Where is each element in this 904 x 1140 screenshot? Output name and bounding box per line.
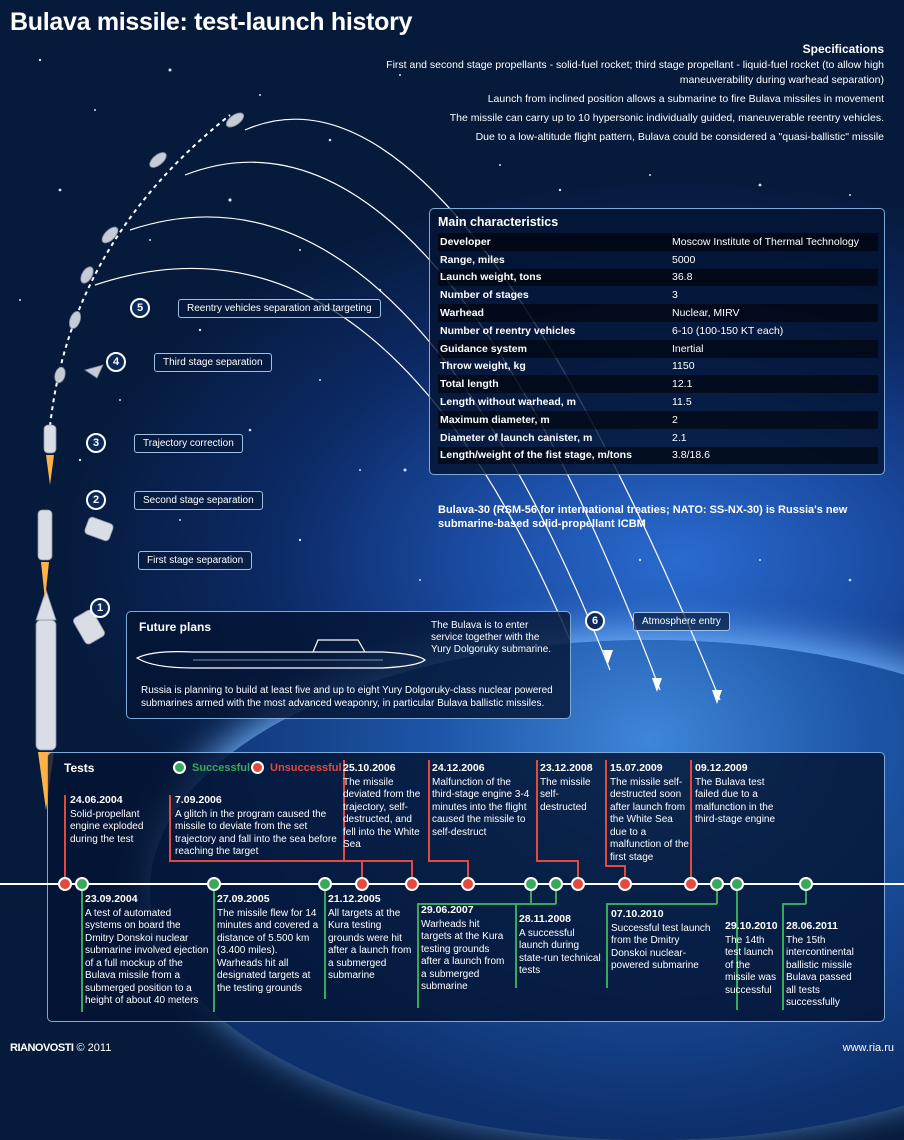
stage-number: 6 bbox=[585, 611, 605, 631]
row-value: 11.5 bbox=[672, 396, 692, 409]
timeline-dot-unsuccessful bbox=[461, 877, 475, 891]
table-row bbox=[438, 393, 878, 411]
connector bbox=[169, 860, 361, 862]
row-value: Moscow Institute of Thermal Technology bbox=[672, 235, 859, 248]
event-date: 29.06.2007 bbox=[421, 904, 474, 916]
timeline-dot-successful bbox=[524, 877, 538, 891]
event-date: 21.12.2005 bbox=[328, 893, 381, 905]
event-text: A glitch in the program caused the missile to deviate from the set trajectory and fall into the sea before reaching the target bbox=[175, 808, 337, 857]
connector bbox=[64, 795, 66, 883]
row-key: Throw weight, kg bbox=[440, 360, 526, 373]
test-event bbox=[695, 762, 780, 827]
connector bbox=[81, 884, 83, 1012]
table-row bbox=[438, 286, 878, 304]
timeline-dot-successful bbox=[549, 877, 563, 891]
row-key: Diameter of launch canister, m bbox=[440, 431, 593, 444]
stage-2 bbox=[86, 490, 263, 510]
connector bbox=[782, 903, 806, 905]
event-date: 28.06.2011 bbox=[786, 920, 838, 932]
stage-6 bbox=[585, 611, 730, 631]
row-key: Range, miles bbox=[440, 253, 505, 266]
table-row bbox=[438, 322, 878, 340]
row-key: Developer bbox=[440, 235, 491, 248]
event-date: 27.09.2005 bbox=[217, 893, 270, 905]
stage-1-label bbox=[138, 551, 252, 570]
event-date: 23.12.2008 bbox=[540, 762, 593, 774]
legend-unsuccessful bbox=[251, 761, 342, 774]
stage-label: Second stage separation bbox=[134, 491, 263, 510]
bulava-note: Bulava-30 (RSM-56 for international treaties; NATO: SS-NX-30) is Russia's new submarine-based solid-propellant ICBM bbox=[438, 504, 848, 530]
event-date: 29.10.2010 bbox=[725, 920, 778, 932]
connector bbox=[213, 884, 215, 1012]
row-value: 2 bbox=[672, 413, 678, 426]
page-title: Bulava missile: test-launch history bbox=[10, 8, 413, 36]
table-row bbox=[438, 429, 878, 447]
table-row bbox=[438, 251, 878, 269]
connector bbox=[690, 760, 692, 883]
row-key: Length without warhead, m bbox=[440, 396, 576, 409]
connector bbox=[428, 760, 430, 860]
submarine-icon bbox=[133, 634, 433, 674]
stage-3 bbox=[86, 433, 243, 453]
test-event bbox=[70, 794, 165, 846]
table-row bbox=[438, 447, 878, 465]
timeline-dot-unsuccessful bbox=[684, 877, 698, 891]
event-date: 07.10.2010 bbox=[611, 908, 664, 920]
specifications-heading: Specifications bbox=[802, 42, 884, 56]
stage-number: 3 bbox=[86, 433, 106, 453]
stage-label: Trajectory correction bbox=[134, 434, 243, 453]
table-row bbox=[438, 340, 878, 358]
connector bbox=[515, 903, 556, 905]
event-date: 23.09.2004 bbox=[85, 893, 138, 905]
row-value: 36.8 bbox=[672, 271, 693, 284]
timeline-dot-successful bbox=[318, 877, 332, 891]
stage-label: First stage separation bbox=[138, 551, 252, 570]
event-text: All targets at the Kura testing grounds were hit after a launch from a submerged submarine bbox=[328, 907, 412, 981]
stage-number: 2 bbox=[86, 490, 106, 510]
footer-url[interactable]: www.ria.ru bbox=[842, 1042, 894, 1054]
timeline-dot-successful bbox=[207, 877, 221, 891]
event-date: 28.11.2008 bbox=[519, 913, 571, 925]
footer-left bbox=[10, 1042, 111, 1054]
stage-number: 1 bbox=[90, 598, 110, 618]
test-event bbox=[540, 762, 602, 814]
future-plans-heading: Future plans bbox=[139, 620, 212, 634]
timeline-dot-successful bbox=[799, 877, 813, 891]
event-text: The missile self-destructed soon after launch from the White Sea due to a malfunction of the first stage bbox=[610, 776, 689, 863]
test-event bbox=[328, 893, 416, 983]
timeline-axis bbox=[0, 883, 904, 885]
stage-number: 4 bbox=[106, 352, 126, 372]
table-row bbox=[438, 375, 878, 393]
future-plans-top-text: The Bulava is to enter service together with the Yury Dolgoruky submarine. bbox=[431, 620, 552, 655]
table-row bbox=[438, 358, 878, 376]
fail-marker-icon bbox=[251, 761, 264, 774]
test-event bbox=[421, 904, 511, 994]
spec-line: Due to a low-altitude flight pattern, Bulava could be considered a "quasi-ballistic" missile bbox=[475, 131, 884, 143]
timeline-dot-unsuccessful bbox=[571, 877, 585, 891]
connector bbox=[606, 903, 717, 905]
event-date: 24.06.2004 bbox=[70, 794, 123, 806]
row-key: Length/weight of the fist stage, m/tons bbox=[440, 449, 632, 462]
row-key: Number of reentry vehicles bbox=[440, 324, 576, 337]
row-value: 12.1 bbox=[672, 378, 693, 391]
legend-successful bbox=[173, 761, 250, 774]
event-text: The missile deviated from the trajectory, self-destructed, and fell into the White Sea bbox=[343, 776, 421, 850]
row-value: Inertial bbox=[672, 342, 704, 355]
stage-number: 5 bbox=[130, 298, 150, 318]
row-key: Maximum diameter, m bbox=[440, 413, 550, 426]
event-date: 15.07.2009 bbox=[610, 762, 663, 774]
test-event bbox=[343, 762, 423, 852]
main-characteristics-heading: Main characteristics bbox=[438, 215, 559, 229]
row-value: 6-10 (100-150 KT each) bbox=[672, 324, 784, 337]
table-row bbox=[438, 304, 878, 322]
event-text: The 15th intercontinental ballistic missile Bulava passed all tests successfully bbox=[786, 934, 854, 1008]
event-text: The 14th test launch of the missile was successful bbox=[725, 934, 777, 996]
test-event bbox=[725, 920, 777, 997]
event-date: 7.09.2006 bbox=[175, 794, 222, 806]
stage-1 bbox=[90, 598, 110, 618]
timeline-dot-unsuccessful bbox=[355, 877, 369, 891]
row-value: 3 bbox=[672, 289, 678, 302]
success-marker-icon bbox=[173, 761, 186, 774]
connector bbox=[605, 760, 607, 865]
row-key: Launch weight, tons bbox=[440, 271, 542, 284]
event-text: A test of automated systems on board the Dmitry Donskoi nuclear submarine involved ejection of a full mockup of the Bulava missile from a submerged position to a height of about 40 meters bbox=[85, 907, 209, 1006]
specifications-panel bbox=[364, 42, 884, 149]
stage-label: Third stage separation bbox=[154, 353, 272, 372]
table-row bbox=[438, 269, 878, 287]
connector bbox=[343, 860, 411, 862]
stage-label: Reentry vehicles separation and targeting bbox=[178, 299, 381, 318]
test-event bbox=[611, 908, 716, 973]
connector bbox=[324, 884, 326, 999]
event-date: 25.10.2006 bbox=[343, 762, 396, 774]
event-date: 09.12.2009 bbox=[695, 762, 748, 774]
event-date: 24.12.2006 bbox=[432, 762, 485, 774]
legend-label: Successful bbox=[192, 761, 251, 774]
test-event bbox=[175, 794, 337, 859]
connector bbox=[536, 860, 577, 862]
connector bbox=[606, 903, 608, 988]
future-plans-bottom-text: Russia is planning to build at least five and up to eight Yury Dolgoruky-class nuclear powered submarines armed with the most advanced weaponry, in particular Bulava ballistic missiles. bbox=[141, 685, 553, 709]
test-event bbox=[786, 920, 864, 1010]
test-event bbox=[217, 893, 321, 995]
timeline-dot-successful bbox=[75, 877, 89, 891]
test-event bbox=[610, 762, 690, 864]
table-row bbox=[438, 411, 878, 429]
characteristics-table bbox=[438, 233, 878, 464]
ria-novosti-logo: RIANOVOSTI bbox=[10, 1042, 74, 1054]
row-value: 2.1 bbox=[672, 431, 687, 444]
row-value: 3.8/18.6 bbox=[672, 449, 710, 462]
legend-label: Unsuccessful bbox=[270, 761, 342, 774]
event-text: Successful test launch from the Dmitry Donskoi nuclear-powered submarine bbox=[611, 922, 711, 971]
row-key: Number of stages bbox=[440, 289, 529, 302]
row-value: Nuclear, MIRV bbox=[672, 307, 740, 320]
event-text: The missile flew for 14 minutes and covered a distance of 5.500 km (3.400 miles). Warheads hit all designated targets at the testing grounds bbox=[217, 907, 319, 994]
timeline-dot-successful bbox=[730, 877, 744, 891]
stage-5 bbox=[130, 298, 381, 318]
timeline-dot-unsuccessful bbox=[58, 877, 72, 891]
stage-4 bbox=[106, 352, 272, 372]
test-event bbox=[519, 913, 604, 978]
timeline-dot-unsuccessful bbox=[405, 877, 419, 891]
connector bbox=[536, 760, 538, 860]
test-event bbox=[432, 762, 530, 839]
stage-label: Atmosphere entry bbox=[633, 612, 730, 631]
timeline-dot-successful bbox=[710, 877, 724, 891]
spec-line: The missile can carry up to 10 hypersonic individually guided, maneuverable reentry vehicles. bbox=[449, 112, 884, 124]
event-text: The missile self-destructed bbox=[540, 776, 591, 813]
row-value: 5000 bbox=[672, 253, 696, 266]
table-row bbox=[438, 233, 878, 251]
spec-line: Launch from inclined position allows a submarine to fire Bulava missiles in movement bbox=[487, 93, 884, 105]
timeline-dot-unsuccessful bbox=[618, 877, 632, 891]
row-value: 1150 bbox=[672, 360, 695, 373]
event-text: A successful launch during state-run technical tests bbox=[519, 927, 601, 976]
event-text: Solid-propellant engine exploded during the test bbox=[70, 808, 144, 845]
row-key: Guidance system bbox=[440, 342, 527, 355]
connector bbox=[515, 903, 517, 988]
main-characteristics-panel bbox=[429, 208, 885, 475]
connector bbox=[782, 903, 784, 1010]
event-text: Malfunction of the third-stage engine 3-4 minutes into the flight caused the missile to self-destruct bbox=[432, 776, 530, 838]
connector bbox=[605, 865, 625, 867]
connector bbox=[417, 903, 419, 1008]
spec-line: First and second stage propellants - solid-fuel rocket; third stage propellant - liquid-fuel rocket (to allow high maneuverability during warhead separation) bbox=[386, 59, 884, 86]
connector bbox=[428, 860, 468, 862]
row-key: Warhead bbox=[440, 307, 484, 320]
event-text: Warheads hit targets at the Kura testing grounds after a launch from a submerged submarine bbox=[421, 918, 505, 992]
test-event bbox=[85, 893, 210, 1008]
tests-heading: Tests bbox=[64, 761, 95, 775]
row-key: Total length bbox=[440, 378, 499, 391]
copyright: © 2011 bbox=[76, 1042, 112, 1054]
future-plans-panel bbox=[126, 611, 571, 719]
event-text: The Bulava test failed due to a malfunction in the third-stage engine bbox=[695, 776, 776, 825]
connector bbox=[169, 795, 171, 860]
